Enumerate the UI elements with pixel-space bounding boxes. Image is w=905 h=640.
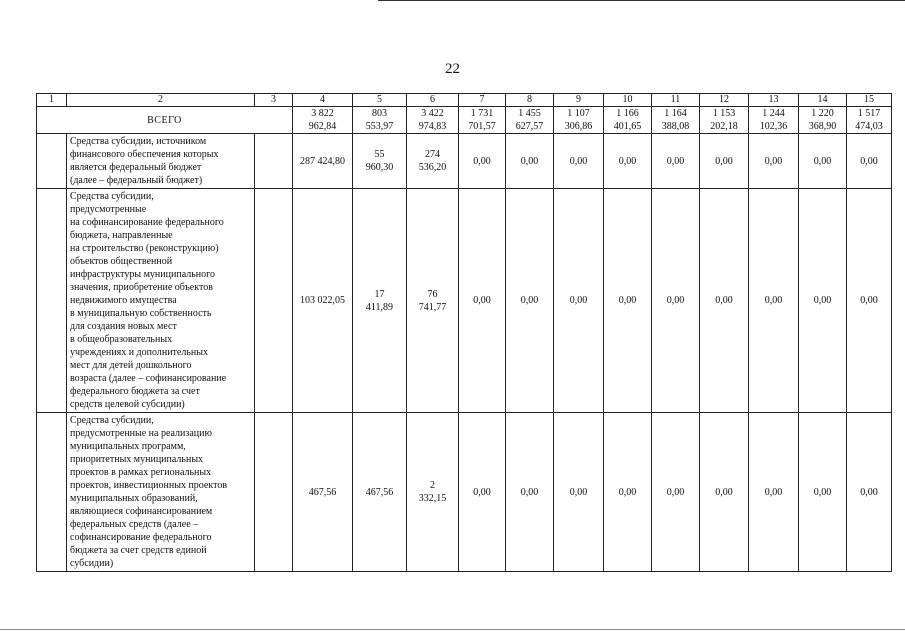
value-line: 0,00	[666, 155, 685, 167]
total-value-cell	[554, 107, 604, 134]
value-cell	[293, 189, 353, 413]
value-line: 0,00	[764, 155, 783, 167]
value-line: 960,30	[365, 162, 394, 173]
total-value-line: 3 422	[421, 108, 444, 119]
column-number: 1	[37, 94, 67, 107]
description-line: муниципальных образований,	[70, 493, 198, 504]
value-line: 741,77	[418, 301, 447, 313]
description-line: проектов в рамках региональных	[70, 467, 212, 478]
value-cell	[652, 134, 700, 189]
value-cell	[604, 189, 652, 413]
value-cell	[554, 413, 604, 572]
description-line: бюджета за счет средств единой	[70, 545, 207, 556]
value-cell	[604, 134, 652, 189]
value-line: 0,00	[473, 486, 491, 498]
column-number: 11	[652, 94, 700, 107]
value-cell	[700, 134, 749, 189]
description-line: средств целевой субсидии)	[70, 399, 185, 410]
description-line: проектов, инвестиционных проектов	[70, 480, 228, 491]
description-line: приоритетных муниципальных	[70, 454, 204, 465]
row-code-cell	[255, 189, 293, 413]
total-value-line: 1 455	[518, 108, 541, 119]
row-code-cell	[255, 413, 293, 572]
value-line: 0,00	[666, 295, 685, 306]
table-row	[37, 189, 892, 413]
description-line: инфраструктуры муниципального	[70, 269, 215, 280]
value-line: 0,00	[569, 295, 588, 306]
value-cell	[459, 189, 506, 413]
total-value-line: 1 220	[811, 108, 834, 119]
total-value-cell	[459, 107, 506, 134]
description-line: субсидии)	[70, 558, 114, 569]
row-number-cell	[37, 189, 67, 413]
value-cell	[847, 189, 892, 413]
column-number: 6	[407, 94, 459, 107]
description-line: федерального бюджета за счет	[70, 386, 200, 397]
description-line: предусмотренные на реализацию	[70, 428, 212, 439]
table-row	[37, 134, 892, 189]
description-line: являющиеся софинансированием	[70, 506, 213, 517]
total-value-line: 1 107	[567, 108, 590, 119]
column-number: 13	[749, 94, 799, 107]
value-cell	[506, 189, 554, 413]
total-value-line: 701,57	[468, 121, 496, 132]
value-cell	[652, 189, 700, 413]
value-line: 411,89	[365, 301, 394, 313]
value-cell	[847, 413, 892, 572]
total-value-cell	[749, 107, 799, 134]
total-value-line: 368,90	[808, 121, 837, 132]
value-line: 0,00	[618, 155, 637, 167]
total-value-cell	[799, 107, 847, 134]
column-number: 8	[506, 94, 554, 107]
value-line: 76	[427, 288, 438, 300]
column-number: 14	[799, 94, 847, 107]
value-line: 536,20	[418, 162, 447, 173]
value-cell	[407, 134, 459, 189]
column-number: 12	[700, 94, 749, 107]
value-line: 0,00	[520, 295, 539, 306]
value-line: 103 022,05	[300, 295, 345, 306]
description-line: финансового обеспечения которых	[70, 149, 219, 160]
total-value-cell	[407, 107, 459, 134]
description-line: возраста (далее – софинансирование	[70, 373, 227, 384]
total-value-line: 553,97	[365, 121, 394, 132]
value-line: 0,00	[715, 295, 733, 306]
value-cell	[749, 134, 799, 189]
total-value-cell	[353, 107, 407, 134]
total-value-line: 306,86	[564, 121, 593, 132]
description-line: мест для детей дошкольного	[70, 360, 192, 371]
value-line: 467,56	[308, 486, 337, 498]
value-line: 0,00	[473, 155, 491, 167]
total-value-cell	[652, 107, 700, 134]
total-value-line: 1 731	[470, 108, 494, 119]
total-value-line: 803	[372, 108, 387, 119]
value-line: 0,00	[860, 155, 878, 167]
value-line: 0,00	[618, 486, 637, 498]
value-line: 0,00	[860, 295, 878, 306]
total-value-line: 1 153	[712, 108, 736, 119]
total-row	[37, 107, 892, 134]
value-cell	[407, 413, 459, 572]
value-cell	[847, 134, 892, 189]
value-line: 0,00	[569, 486, 588, 498]
description-line: Средства субсидии,	[70, 415, 154, 426]
total-value-line: 1 517	[857, 108, 881, 119]
value-cell	[700, 189, 749, 413]
column-number: 2	[67, 94, 255, 107]
value-line: 332,15	[418, 493, 447, 504]
description-line: федеральных средств (далее –	[70, 519, 199, 530]
value-cell	[506, 134, 554, 189]
value-line: 55	[374, 149, 385, 160]
table-row	[37, 413, 892, 572]
description-line: в муниципальную собственность	[70, 308, 212, 319]
total-value-line: 401,65	[613, 121, 642, 132]
total-value-line: 962,84	[308, 121, 337, 132]
value-line: 0,00	[715, 155, 733, 167]
row-description	[67, 413, 255, 572]
value-cell	[506, 413, 554, 572]
description-line: в общеобразовательных	[70, 334, 173, 345]
top-edge-rule	[378, 0, 905, 1]
value-cell	[700, 413, 749, 572]
value-line: 0,00	[569, 155, 588, 167]
value-cell	[459, 413, 506, 572]
value-line: 0,00	[618, 295, 637, 306]
total-value-line: 202,18	[710, 121, 738, 132]
total-value-cell	[847, 107, 892, 134]
value-cell	[749, 413, 799, 572]
column-number: 15	[847, 94, 892, 107]
value-line: 0,00	[520, 486, 539, 498]
description-line: Средства субсидии, источником	[70, 136, 207, 147]
description-line: предусмотренные	[70, 204, 147, 215]
description-line: недвижимого имущества	[70, 295, 177, 306]
total-value-line: 974,83	[418, 121, 447, 132]
row-number-cell	[37, 413, 67, 572]
total-value-line: 388,08	[661, 121, 690, 132]
total-value-line: 102,36	[759, 121, 788, 132]
total-value-line: 474,03	[855, 121, 883, 132]
value-line: 0,00	[813, 486, 832, 498]
value-cell	[799, 413, 847, 572]
value-cell	[799, 134, 847, 189]
description-line: объектов общественной	[70, 256, 173, 267]
value-cell	[353, 134, 407, 189]
value-line: 2	[430, 480, 435, 491]
row-description	[67, 134, 255, 189]
budget-table	[36, 93, 892, 572]
description-line: Средства субсидии,	[70, 191, 154, 202]
row-number-cell	[37, 134, 67, 189]
value-cell	[293, 413, 353, 572]
value-line: 0,00	[764, 486, 783, 498]
total-value-cell	[604, 107, 652, 134]
description-line: учреждениях и дополнительных	[70, 347, 208, 358]
value-cell	[652, 413, 700, 572]
value-cell	[459, 134, 506, 189]
value-line: 0,00	[520, 155, 539, 167]
total-value-line: 1 166	[616, 108, 639, 119]
value-line: 274	[425, 149, 440, 160]
value-cell	[749, 189, 799, 413]
value-line: 0,00	[860, 486, 878, 498]
value-line: 0,00	[813, 295, 832, 306]
value-cell	[353, 413, 407, 572]
value-cell	[554, 134, 604, 189]
total-value-line: 1 244	[762, 108, 785, 119]
value-cell	[407, 189, 459, 413]
column-number: 9	[554, 94, 604, 107]
column-number: 3	[255, 94, 293, 107]
value-line: 0,00	[666, 486, 685, 498]
page-number: 22	[445, 61, 460, 77]
description-line: бюджета, направленные	[70, 230, 173, 241]
description-line: для создания новых мест	[70, 321, 177, 332]
value-line: 0,00	[715, 486, 733, 498]
value-line: 0,00	[473, 295, 491, 306]
description-line: на софинансирование федерального	[70, 217, 224, 228]
column-number: 4	[293, 94, 353, 107]
total-label: ВСЕГО	[37, 107, 293, 134]
value-line: 467,56	[365, 486, 394, 498]
column-number: 7	[459, 94, 506, 107]
value-line: 0,00	[813, 155, 832, 167]
row-description	[67, 189, 255, 413]
value-cell	[604, 413, 652, 572]
value-line: 287 424,80	[300, 155, 345, 167]
value-cell	[353, 189, 407, 413]
column-number: 10	[604, 94, 652, 107]
total-value-cell	[293, 107, 353, 134]
description-line: (далее – федеральный бюджет)	[70, 175, 203, 186]
value-line: 17	[374, 288, 385, 300]
total-value-line: 627,57	[515, 121, 544, 132]
bottom-edge-rule	[0, 629, 905, 630]
description-line: на строительство (реконструкцию)	[70, 243, 219, 254]
row-code-cell	[255, 134, 293, 189]
header-row	[37, 94, 892, 107]
value-cell	[799, 189, 847, 413]
value-cell	[293, 134, 353, 189]
total-value-line: 3 822	[311, 108, 334, 119]
total-value-cell	[506, 107, 554, 134]
description-line: значения, приобретение объектов	[70, 282, 213, 293]
value-cell	[554, 189, 604, 413]
description-line: софинансирование федерального	[70, 532, 212, 543]
column-number: 5	[353, 94, 407, 107]
description-line: муниципальных программ,	[70, 441, 186, 452]
total-value-line: 1 164	[664, 108, 687, 119]
description-line: является федеральный бюджет	[70, 162, 202, 173]
total-value-cell	[700, 107, 749, 134]
value-line: 0,00	[764, 295, 783, 306]
